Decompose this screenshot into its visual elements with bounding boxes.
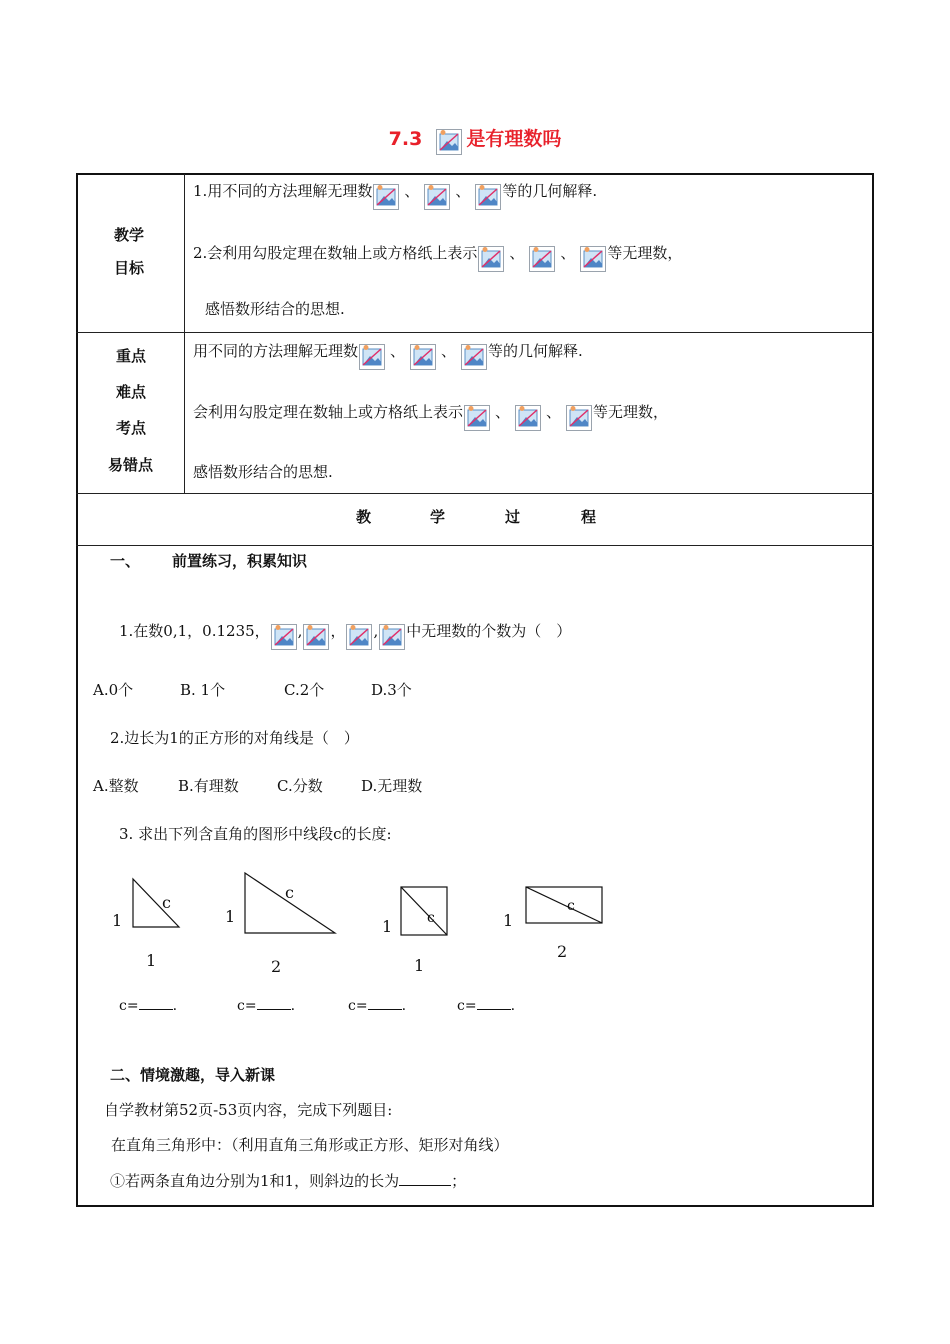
question-1-suffix: 中无理数的个数为（ ） — [406, 622, 572, 640]
keypoint-line-1-text: 用不同的方法理解无理数 — [193, 342, 359, 360]
broken-image-icon — [566, 405, 592, 431]
question-1-text: 1.在数0,1，0.1235， — [119, 622, 270, 640]
broken-image-icon — [464, 405, 490, 431]
answer-end: . — [290, 998, 296, 1014]
section2-line-3 — [110, 1170, 466, 1191]
fig2-hyp-label: c — [285, 883, 294, 902]
question-1: 1.在数0,1，0.1235， , ， , 中无理数的个数为（ ） — [119, 620, 571, 650]
fig1-base-label: 1 — [146, 951, 157, 970]
objective-item-2: 2.会利用勾股定理在数轴上或方格纸上表示 、 、 等无理数， — [193, 242, 682, 272]
objective-item-3: 感悟数形结合的思想. — [205, 300, 345, 318]
fig1-side-label: 1 — [112, 911, 123, 930]
question-3: 3. 求出下列含直角的图形中线段c的长度: — [119, 825, 392, 843]
section2-line-3-text: ①若两条直角边分别为1和1，则斜边的长为 — [110, 1172, 400, 1190]
answer-label: c= — [457, 998, 477, 1014]
answer-blank-4 — [457, 997, 515, 1014]
q1-option-c: C.2个 — [284, 681, 325, 699]
objective-item-1-text: 用不同的方法理解无理数 — [207, 182, 373, 200]
objective-item-2-suffix: 等无理数， — [607, 244, 683, 262]
page-title — [0, 124, 950, 155]
answer-label: c= — [119, 998, 139, 1014]
triangle-1-1 — [133, 879, 179, 927]
keypoint-line-2-text: 会利用勾股定理在数轴上或方格纸上表示 — [193, 403, 464, 421]
q2-option-a: A.整数 — [93, 777, 139, 795]
broken-image-icon — [475, 184, 501, 210]
square-diagonal — [401, 887, 447, 935]
process-header-char: 学 — [430, 508, 446, 526]
question-2: 2.边长为1的正方形的对角线是（ ） — [110, 729, 359, 747]
broken-image-icon — [515, 405, 541, 431]
answer-blank-2 — [237, 997, 295, 1014]
objective-item-1-suffix: 等的几何解释. — [502, 182, 598, 200]
objectives-label-1: 教学 — [114, 226, 145, 244]
answer-end: . — [510, 998, 516, 1014]
title-text: 是有理数吗 — [466, 128, 562, 150]
q1-option-d: D.3个 — [371, 681, 412, 699]
q2-option-d: D.无理数 — [361, 777, 423, 795]
broken-image-icon — [410, 344, 436, 370]
fig4-side-label: 1 — [503, 911, 514, 930]
q1-option-b: B. 1个 — [180, 681, 226, 699]
table-divider — [76, 332, 874, 333]
broken-image-icon — [424, 184, 450, 210]
broken-image-icon — [373, 184, 399, 210]
broken-image-icon — [436, 129, 462, 155]
keypoints-label-1: 重点 — [116, 347, 147, 365]
q2-option-b: B.有理数 — [178, 777, 239, 795]
keypoints-label-3: 考点 — [116, 419, 147, 437]
objective-item-2-text: 2.会利用勾股定理在数轴上或方格纸上表示 — [193, 244, 478, 262]
section2-line-3-end: ； — [451, 1172, 467, 1190]
broken-image-icon — [359, 344, 385, 370]
fig3-base-label: 1 — [414, 956, 425, 975]
broken-image-icon — [461, 344, 487, 370]
answer-label: c= — [348, 998, 368, 1014]
keypoint-line-2: 会利用勾股定理在数轴上或方格纸上表示 、 、 等无理数， — [193, 401, 668, 431]
broken-image-icon — [271, 624, 297, 650]
triangle-1-2 — [245, 873, 335, 933]
keypoint-line-1-suffix: 等的几何解释. — [488, 342, 583, 360]
objectives-label-2: 目标 — [114, 259, 145, 277]
table-divider — [76, 545, 874, 546]
broken-image-icon — [478, 246, 504, 272]
broken-image-icon — [580, 246, 606, 272]
fig4-diag-label: c — [567, 898, 575, 914]
keypoints-label-2: 难点 — [116, 383, 147, 401]
answer-blank-1 — [119, 997, 177, 1014]
section1-heading: 前置练习，积累知识 — [172, 552, 308, 570]
right-angle-figures — [100, 865, 640, 980]
fig2-base-label: 2 — [271, 957, 282, 976]
answer-label: c= — [237, 998, 257, 1014]
objective-item-1: 1.用不同的方法理解无理数 、 、 等的几何解释. — [193, 180, 597, 210]
objective-item-1-prefix: 1. — [193, 182, 208, 200]
section1-heading-num: 一、 — [110, 552, 141, 570]
process-header-char: 程 — [581, 508, 597, 526]
broken-image-icon — [529, 246, 555, 272]
keypoint-line-1: 用不同的方法理解无理数 、 、 等的几何解释. — [193, 340, 583, 370]
answer-end: . — [401, 998, 407, 1014]
q1-option-a: A.0个 — [93, 681, 134, 699]
fig3-diag-label: c — [427, 910, 435, 926]
section2-line-2: 在直角三角形中：（利用直角三角形或正方形、矩形对角线） — [111, 1136, 509, 1154]
process-header-char: 过 — [505, 508, 521, 526]
section2-line-1: 自学教材第52页-53页内容，完成下列题目: — [104, 1101, 393, 1119]
answer-blank-3 — [348, 997, 406, 1014]
fig4-base-label: 2 — [557, 942, 568, 961]
fig3-side-label: 1 — [382, 917, 393, 936]
keypoint-line-2-suffix: 等无理数， — [593, 403, 669, 421]
keypoints-label-4: 易错点 — [108, 456, 154, 474]
broken-image-icon — [346, 624, 372, 650]
q2-option-c: C.分数 — [277, 777, 323, 795]
keypoint-line-3: 感悟数形结合的思想. — [193, 463, 333, 481]
broken-image-icon — [379, 624, 405, 650]
answer-end: . — [172, 998, 178, 1014]
fig1-hyp-label: c — [162, 893, 171, 912]
rectangle-diagonal — [526, 887, 602, 923]
section2-heading: 二、情境激趣，导入新课 — [110, 1066, 276, 1084]
title-number: 7.3 — [388, 128, 423, 150]
table-column-divider — [184, 174, 185, 494]
fig2-side-label: 1 — [225, 907, 236, 926]
table-divider — [76, 493, 874, 494]
broken-image-icon — [303, 624, 329, 650]
process-header-char: 教 — [356, 508, 372, 526]
